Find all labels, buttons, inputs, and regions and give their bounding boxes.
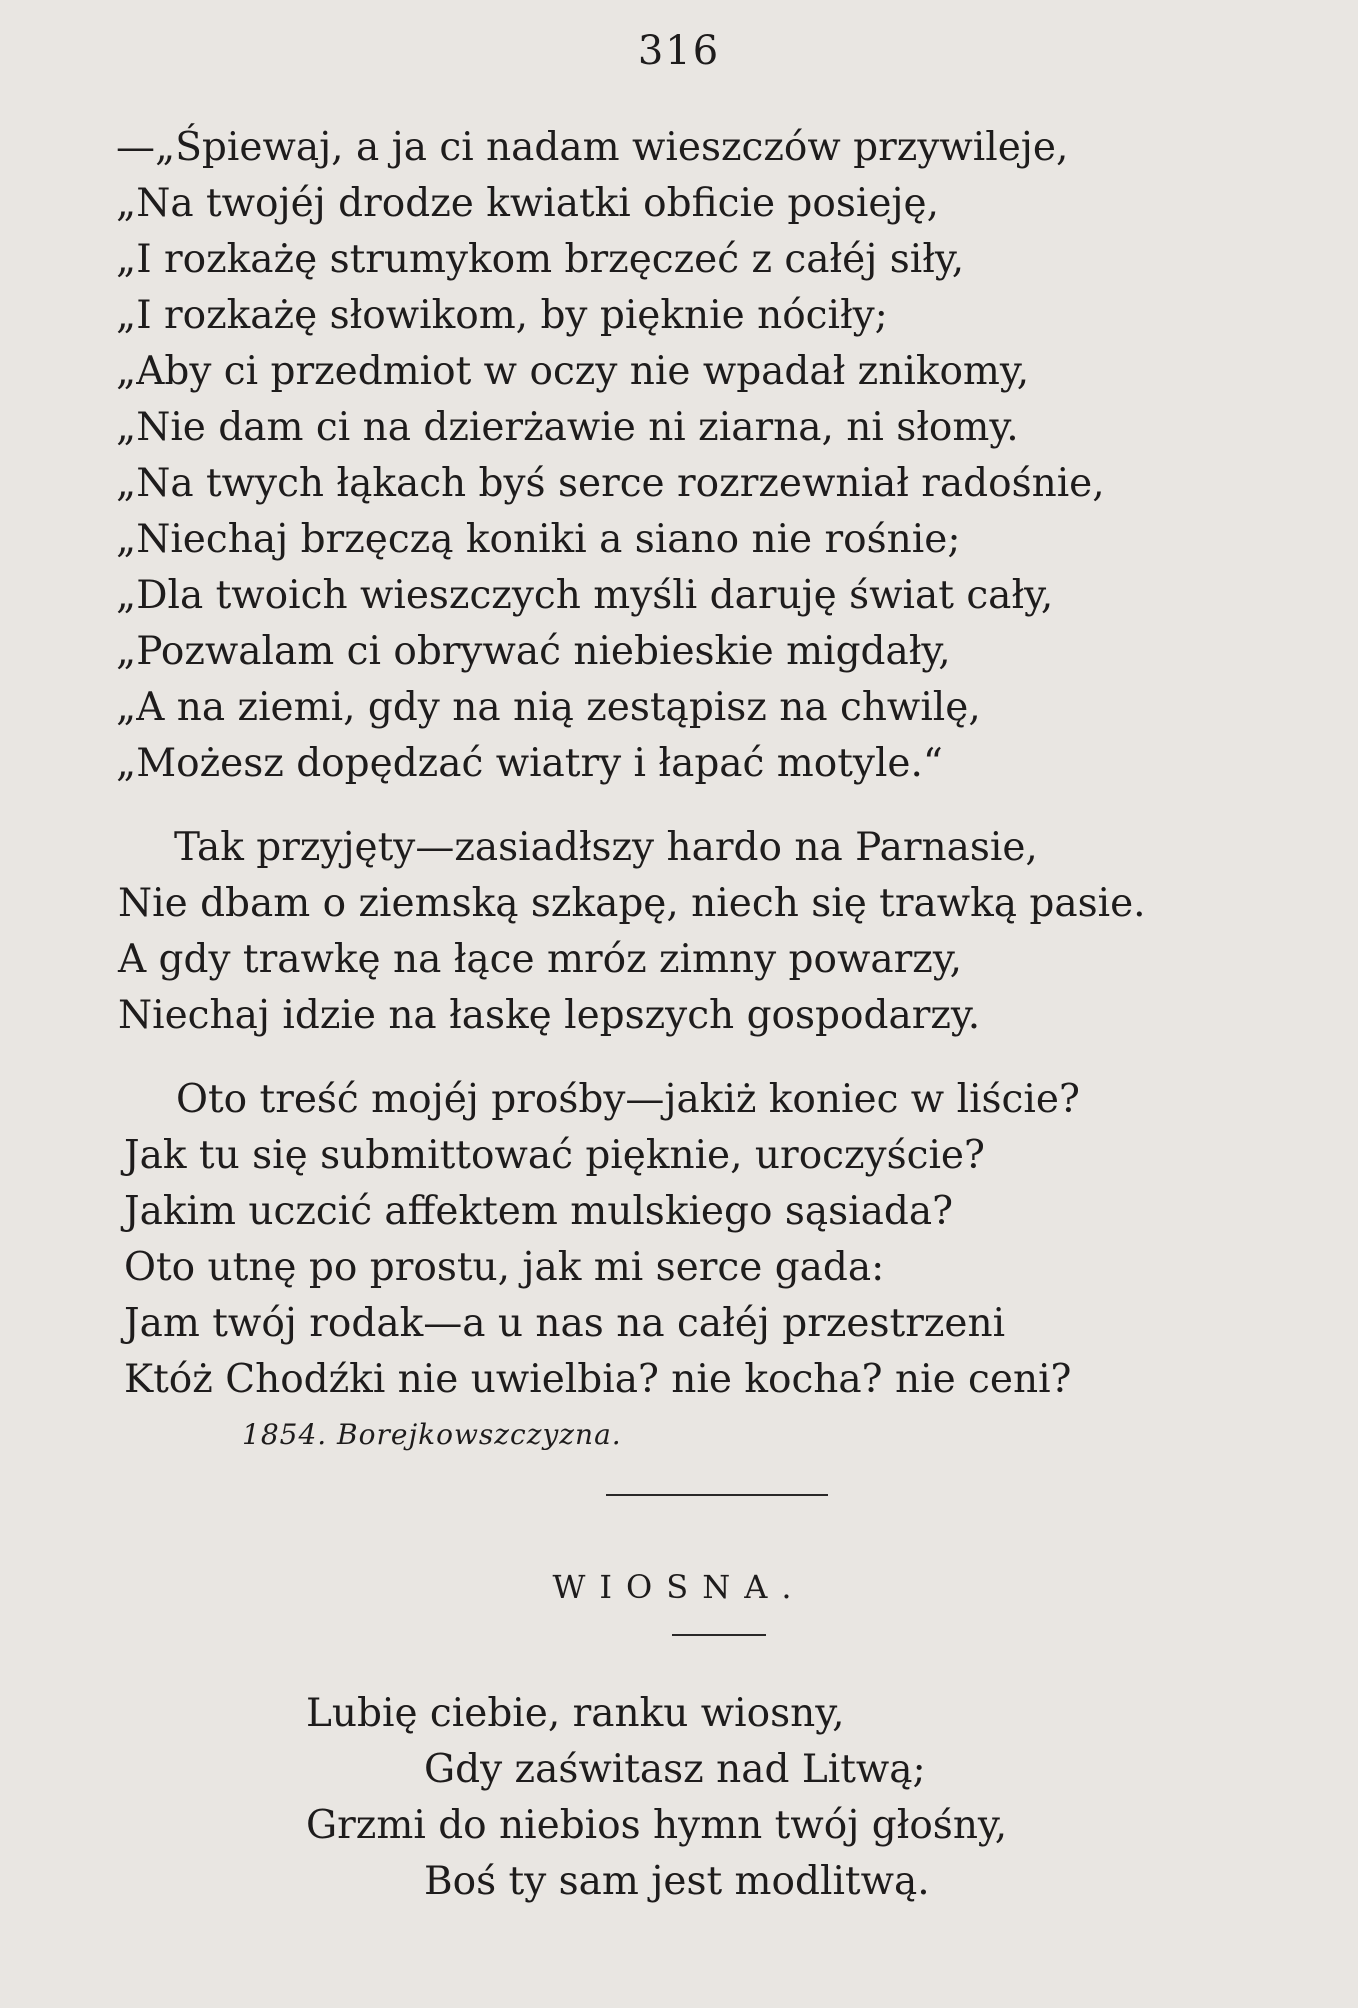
poem-line: „Dla twoich wieszczych myśli daruję świat cały, — [116, 573, 1054, 618]
poem-line: Jakim uczcić affektem mulskiego sąsiada? — [124, 1189, 953, 1234]
poem-line: „A na ziemi, gdy na nią zestąpisz na chwilę, — [116, 685, 981, 730]
poem-line: „I rozkażę słowikom, by pięknie nóciły; — [116, 293, 888, 338]
poem-line: Gdy zaświtasz nad Litwą; — [424, 1747, 926, 1792]
poem-line: Któż Chodźki nie uwielbia? nie kocha? nie ceni? — [124, 1357, 1072, 1402]
heading-underline — [672, 1634, 766, 1636]
section-divider — [606, 1494, 828, 1496]
poem-line: „Pozwalam ci obrywać niebieskie migdały, — [116, 629, 951, 674]
poem-line: Jak tu się submittować pięknie, uroczyście? — [124, 1133, 985, 1178]
poem-line: —„Śpiewaj, a ja ci nadam wieszczów przywileje, — [116, 125, 1069, 170]
poem-line: Niechaj idzie na łaskę lepszych gospodarzy. — [118, 993, 981, 1038]
poem-line: A gdy trawkę na łące mróz zimny powarzy, — [118, 937, 963, 982]
poem-line: „Na twojéj drodze kwiatki obficie posieję, — [116, 181, 939, 226]
poem-line: Nie dbam o ziemską szkapę, niech się trawką pasie. — [118, 881, 1146, 926]
section-heading: WIOSNA. — [552, 1568, 806, 1606]
poem-line: „I rozkażę strumykom brzęczeć z całéj siły, — [116, 237, 965, 282]
poem-line: Oto treść mojéj prośby—jakiż koniec w liście? — [176, 1077, 1080, 1122]
page-number: 316 — [637, 28, 721, 74]
poem-line: Oto utnę po prostu, jak mi serce gada: — [124, 1245, 885, 1290]
poem-line: Boś ty sam jest modlitwą. — [424, 1859, 930, 1904]
poem-line: Grzmi do niebios hymn twój głośny, — [306, 1803, 1008, 1848]
poem-line: Tak przyjęty—zasiadłszy hardo na Parnasie, — [174, 825, 1038, 870]
poem-line: „Na twych łąkach byś serce rozrzewniał radośnie, — [116, 461, 1105, 506]
poem-line: Lubię ciebie, ranku wiosny, — [306, 1691, 845, 1736]
poem-line: Jam twój rodak—a u nas na całéj przestrzeni — [124, 1301, 1006, 1346]
date-place-signature: 1854. Borejkowszczyzna. — [242, 1418, 622, 1451]
poem-line: „Niechaj brzęczą koniki a siano nie rośnie; — [116, 517, 961, 562]
poem-line: „Nie dam ci na dzierżawie ni ziarna, ni słomy. — [116, 405, 1019, 450]
poem-line: „Aby ci przedmiot w oczy nie wpadał znikomy, — [116, 349, 1030, 394]
poem-line: „Możesz dopędzać wiatry i łapać motyle.“ — [116, 741, 943, 786]
